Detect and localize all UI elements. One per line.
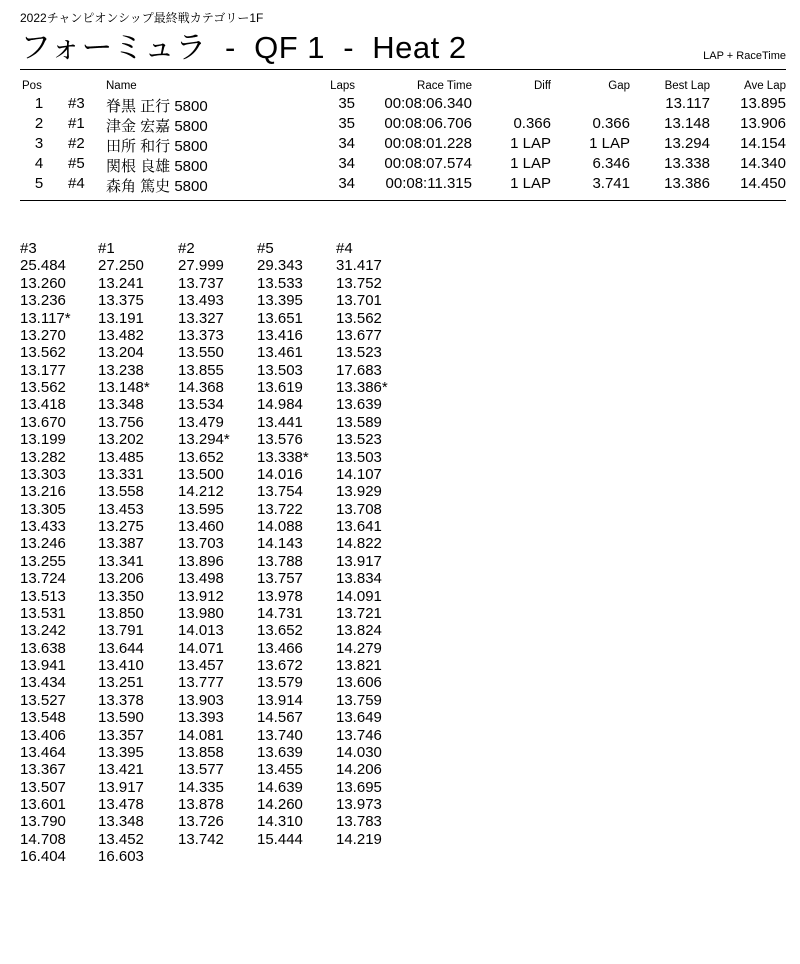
lap-time-cell: 13.672 [257,657,303,674]
lap-time-cell: 13.202 [98,431,144,449]
lap-time-cell: 17.683 [336,361,382,379]
diff-cell: 1 LAP [510,135,551,152]
lap-time-cell: 13.639 [257,743,303,761]
lap-column [98,240,150,866]
ave-lap-cell: 14.340 [740,155,786,172]
gap-cell: 1 LAP [589,135,630,152]
lap-time-cell: 13.464 [20,743,66,761]
driver-name-cell: 森角 篤史 5800 [106,178,208,195]
driver-name-cell: 脊黒 正行 5800 [106,98,208,115]
lap-time-cell: 13.348 [98,396,144,414]
lap-time-cell: 14.143 [257,535,303,553]
lap-time-cell: 13.903 [178,691,224,709]
lap-time-cell: 13.652 [178,448,224,466]
lap-time-cell: 13.387 [98,535,144,553]
col-diff-header: Diff [533,80,551,92]
result-row [0,175,800,193]
lap-time-cell: 13.639 [336,396,382,414]
lap-time-cell: 14.091 [336,587,382,605]
lap-time-cell: 13.199 [20,431,66,449]
col-race-time-header: Race Time [417,80,472,92]
best-lap-cell: 13.386 [664,175,710,192]
lap-time-cell: 13.619 [257,379,303,396]
lap-time-cell: 13.246 [20,535,66,553]
lap-time-cell: 13.485 [98,448,144,466]
lap-time-cell: 13.858 [178,743,224,761]
lap-time-cell: 13.507 [20,778,66,796]
lap-time-cell: 13.241 [98,274,144,292]
race-time-cell: 00:08:01.228 [384,135,472,152]
lap-time-cell: 13.238 [98,361,144,379]
driver-name-cell: 田所 和行 5800 [106,138,208,155]
result-row [0,135,800,153]
lap-time-cell: 13.590 [98,709,144,727]
lap-time-cell: 13.533 [257,274,303,292]
lap-column-header: #2 [178,240,195,257]
lap-time-cell: 13.550 [178,344,224,362]
driver-name-cell: 津金 宏嘉 5800 [106,118,208,135]
gap-cell: 6.346 [592,155,630,172]
col-best-lap-header: Best Lap [664,80,710,92]
lap-time-cell: 27.999 [178,257,224,275]
lap-time-cell: 13.452 [98,830,144,848]
lap-time-cell: 25.484 [20,257,66,275]
lap-time-cell: 14.822 [336,535,382,553]
lap-time-cell: 13.416 [257,326,303,344]
pos-cell: 4 [34,155,44,172]
col-pos-header: Pos [22,80,42,92]
result-row [0,115,800,133]
lap-time-cell: 13.457 [178,657,224,674]
lap-time-cell: 13.500 [178,465,224,483]
lap-time-cell: 14.310 [257,813,303,831]
lap-time-cell: 13.478 [98,796,144,813]
lap-time-cell: 13.638 [20,639,66,657]
lap-time-cell: 13.191 [98,309,144,327]
lap-time-cell: 13.912 [178,587,224,605]
laps-cell: 35 [338,115,355,132]
lap-column [178,240,230,848]
lap-time-cell: 14.731 [257,604,303,622]
lap-time-cell: 14.219 [336,830,382,848]
diff-cell: 1 LAP [510,155,551,172]
lap-time-cell: 13.466 [257,639,303,657]
laps-cell: 34 [338,175,355,192]
lap-time-cell: 14.639 [257,778,303,796]
lap-time-cell: 13.756 [98,413,144,431]
lap-time-cell: 13.917 [98,778,144,796]
lap-time-cell: 13.722 [257,500,303,518]
lap-time-cell: 13.896 [178,552,224,570]
lap-time-cell: 13.117* [20,309,71,327]
lap-time-cell: 13.606 [336,674,382,692]
lap-time-cell: 13.406 [20,726,66,744]
lap-time-cell: 13.754 [257,483,303,501]
car-number-cell: #3 [68,95,85,112]
lap-time-cell: 13.708 [336,500,382,518]
lap-time-cell: 13.649 [336,709,382,727]
lap-time-cell: 13.595 [178,500,224,518]
lap-time-cell: 13.373 [178,326,224,344]
lap-time-cell: 13.327 [178,309,224,327]
lap-time-cell: 13.479 [178,413,224,431]
lap-time-cell: 13.821 [336,657,382,674]
pos-cell: 5 [34,175,44,192]
pos-cell: 2 [34,115,44,132]
race-time-cell: 00:08:06.340 [384,95,472,112]
lap-time-cell: 13.641 [336,518,382,535]
lap-time-cell: 13.303 [20,465,66,483]
lap-time-cell: 13.759 [336,691,382,709]
lap-time-cell: 13.726 [178,813,224,831]
race-time-cell: 00:08:11.315 [385,175,472,192]
lap-time-cell: 13.577 [178,761,224,779]
race-time-cell: 00:08:07.574 [384,155,472,172]
lap-time-cell: 13.701 [336,292,382,310]
lap-time-cell: 13.703 [178,535,224,553]
lap-time-cell: 13.878 [178,796,224,813]
lap-column-header: #1 [98,240,115,257]
lap-time-cell: 13.255 [20,552,66,570]
lap-column-header: #5 [257,240,274,257]
lap-time-cell: 13.601 [20,796,66,813]
lap-time-cell: 13.531 [20,604,66,622]
lap-time-cell: 13.204 [98,344,144,362]
result-row [0,95,800,113]
header-divider [20,69,786,70]
lap-time-cell: 13.791 [98,622,144,640]
col-name-header: Name [106,80,137,92]
lap-time-cell: 13.929 [336,483,382,501]
best-lap-cell: 13.148 [664,115,710,132]
diff-cell: 1 LAP [510,175,551,192]
lap-time-cell: 13.589 [336,413,382,431]
col-gap-header: Gap [608,80,630,92]
laps-cell: 34 [338,155,355,172]
gap-cell: 3.741 [592,175,630,192]
race-time-cell: 00:08:06.706 [384,115,472,132]
lap-time-cell: 13.375 [98,292,144,310]
lap-time-cell: 13.737 [178,274,224,292]
lap-time-cell: 13.670 [20,413,66,431]
lap-time-cell: 13.834 [336,570,382,588]
lap-time-cell: 14.567 [257,709,303,727]
lap-time-cell: 13.421 [98,761,144,779]
lap-time-cell: 13.242 [20,622,66,640]
lap-time-cell: 13.441 [257,413,303,431]
lap-time-cell: 13.395 [98,743,144,761]
diff-cell: 0.366 [513,115,551,132]
lap-time-cell: 13.236 [20,292,66,310]
lap-time-cell: 13.503 [257,361,303,379]
driver-name-cell: 関根 良雄 5800 [106,158,208,175]
lap-time-cell: 13.251 [98,674,144,692]
lap-time-cell: 13.721 [336,604,382,622]
col-ave-lap-header: Ave Lap [744,80,786,92]
lap-time-cell: 14.368 [178,379,224,396]
pos-cell: 1 [34,95,44,112]
lap-time-cell: 13.980 [178,604,224,622]
lap-time-cell: 13.350 [98,587,144,605]
results-header [0,80,800,94]
lap-time-cell: 13.348 [98,813,144,831]
lap-time-cell: 27.250 [98,257,144,275]
lap-time-cell: 13.482 [98,326,144,344]
lap-time-cell: 13.410 [98,657,144,674]
lap-time-cell: 13.746 [336,726,382,744]
lap-time-cell: 16.603 [98,848,144,866]
lap-time-cell: 14.088 [257,518,303,535]
lap-time-cell: 14.107 [336,465,382,483]
best-lap-cell: 13.294 [664,135,710,152]
lap-column-header: #4 [336,240,353,257]
lap-time-cell: 14.206 [336,761,382,779]
lap-time-cell: 15.444 [257,830,303,848]
lap-time-cell: 29.343 [257,257,303,275]
lap-time-cell: 14.260 [257,796,303,813]
lap-time-cell: 13.395 [257,292,303,310]
report-title: フォーミュラ - QF 1 - Heat 2 [20,30,467,65]
lap-time-cell: 13.282 [20,448,66,466]
lap-time-cell: 13.824 [336,622,382,640]
ave-lap-cell: 14.450 [740,175,786,192]
lap-time-cell: 13.341 [98,552,144,570]
lap-time-cell: 31.417 [336,257,382,275]
lap-time-cell: 13.434 [20,674,66,692]
lap-time-cell: 13.941 [20,657,66,674]
lap-time-cell: 13.393 [178,709,224,727]
lap-time-cell: 13.562 [20,379,66,396]
lap-time-cell: 13.338* [257,448,309,466]
lap-time-cell: 13.850 [98,604,144,622]
lap-time-cell: 13.453 [98,500,144,518]
lap-time-cell: 13.260 [20,274,66,292]
car-number-cell: #1 [68,115,85,132]
lap-time-cell: 13.740 [257,726,303,744]
lap-time-cell: 13.357 [98,726,144,744]
car-number-cell: #2 [68,135,85,152]
lap-time-cell: 13.917 [336,552,382,570]
lap-time-cell: 13.294* [178,431,230,449]
lap-column [336,240,388,848]
lap-time-cell: 13.576 [257,431,303,449]
lap-time-cell: 13.148* [98,379,150,396]
lap-time-cell: 13.527 [20,691,66,709]
lap-time-cell: 13.270 [20,326,66,344]
lap-time-cell: 13.752 [336,274,382,292]
lap-time-cell: 13.386* [336,379,388,396]
best-lap-cell: 13.338 [664,155,710,172]
lap-time-cell: 13.460 [178,518,224,535]
lap-column [20,240,71,866]
lap-time-cell: 13.534 [178,396,224,414]
lap-time-cell: 13.788 [257,552,303,570]
lap-time-cell: 14.081 [178,726,224,744]
lap-time-cell: 13.742 [178,830,224,848]
lap-time-cell: 13.523 [336,344,382,362]
col-laps-header: Laps [330,80,355,92]
lap-time-cell: 13.757 [257,570,303,588]
lap-time-cell: 14.030 [336,743,382,761]
lap-column [257,240,309,848]
lap-time-cell: 13.973 [336,796,382,813]
lap-time-cell: 13.461 [257,344,303,362]
lap-time-cell: 13.652 [257,622,303,640]
lap-time-cell: 14.335 [178,778,224,796]
report-subtitle: 2022チャンピオンシップ最終戦カテゴリー1F [20,11,264,25]
lap-time-cell: 13.677 [336,326,382,344]
laps-cell: 35 [338,95,355,112]
lap-time-cell: 13.177 [20,361,66,379]
lap-time-cell: 13.978 [257,587,303,605]
lap-time-cell: 13.523 [336,431,382,449]
pos-cell: 3 [34,135,44,152]
lap-time-cell: 14.279 [336,639,382,657]
results-divider [20,200,786,201]
gap-cell: 0.366 [592,115,630,132]
best-lap-cell: 13.117 [665,95,710,112]
lap-time-cell: 13.418 [20,396,66,414]
lap-time-cell: 13.790 [20,813,66,831]
lap-time-cell: 13.367 [20,761,66,779]
lap-time-cell: 13.216 [20,483,66,501]
laps-cell: 34 [338,135,355,152]
lap-time-cell: 13.548 [20,709,66,727]
lap-time-cell: 13.498 [178,570,224,588]
lap-time-cell: 13.579 [257,674,303,692]
lap-time-cell: 13.493 [178,292,224,310]
lap-time-cell: 13.206 [98,570,144,588]
lap-time-cell: 14.984 [257,396,303,414]
lap-time-cell: 13.513 [20,587,66,605]
lap-time-cell: 13.433 [20,518,66,535]
lap-time-cell: 13.305 [20,500,66,518]
lap-time-cell: 13.503 [336,448,382,466]
lap-time-cell: 13.331 [98,465,144,483]
lap-time-cell: 14.013 [178,622,224,640]
lap-time-cell: 13.644 [98,639,144,657]
lap-time-cell: 14.212 [178,483,224,501]
car-number-cell: #4 [68,175,85,192]
lap-column-header: #3 [20,240,37,257]
result-row [0,155,800,173]
lap-time-cell: 13.724 [20,570,66,588]
lap-time-cell: 13.777 [178,674,224,692]
ave-lap-cell: 13.906 [740,115,786,132]
lap-time-cell: 13.558 [98,483,144,501]
lap-time-cell: 13.695 [336,778,382,796]
lap-time-cell: 14.071 [178,639,224,657]
report-format: LAP + RaceTime [703,50,786,62]
lap-time-cell: 13.455 [257,761,303,779]
ave-lap-cell: 13.895 [740,95,786,112]
lap-time-cell: 13.562 [20,344,66,362]
ave-lap-cell: 14.154 [740,135,786,152]
lap-time-cell: 13.855 [178,361,224,379]
lap-time-cell: 13.914 [257,691,303,709]
lap-time-cell: 13.651 [257,309,303,327]
lap-time-cell: 13.378 [98,691,144,709]
lap-time-cell: 14.708 [20,830,66,848]
lap-time-cell: 13.783 [336,813,382,831]
lap-time-cell: 13.562 [336,309,382,327]
lap-time-cell: 13.275 [98,518,144,535]
lap-time-cell: 16.404 [20,848,66,866]
car-number-cell: #5 [68,155,85,172]
lap-time-cell: 14.016 [257,465,303,483]
